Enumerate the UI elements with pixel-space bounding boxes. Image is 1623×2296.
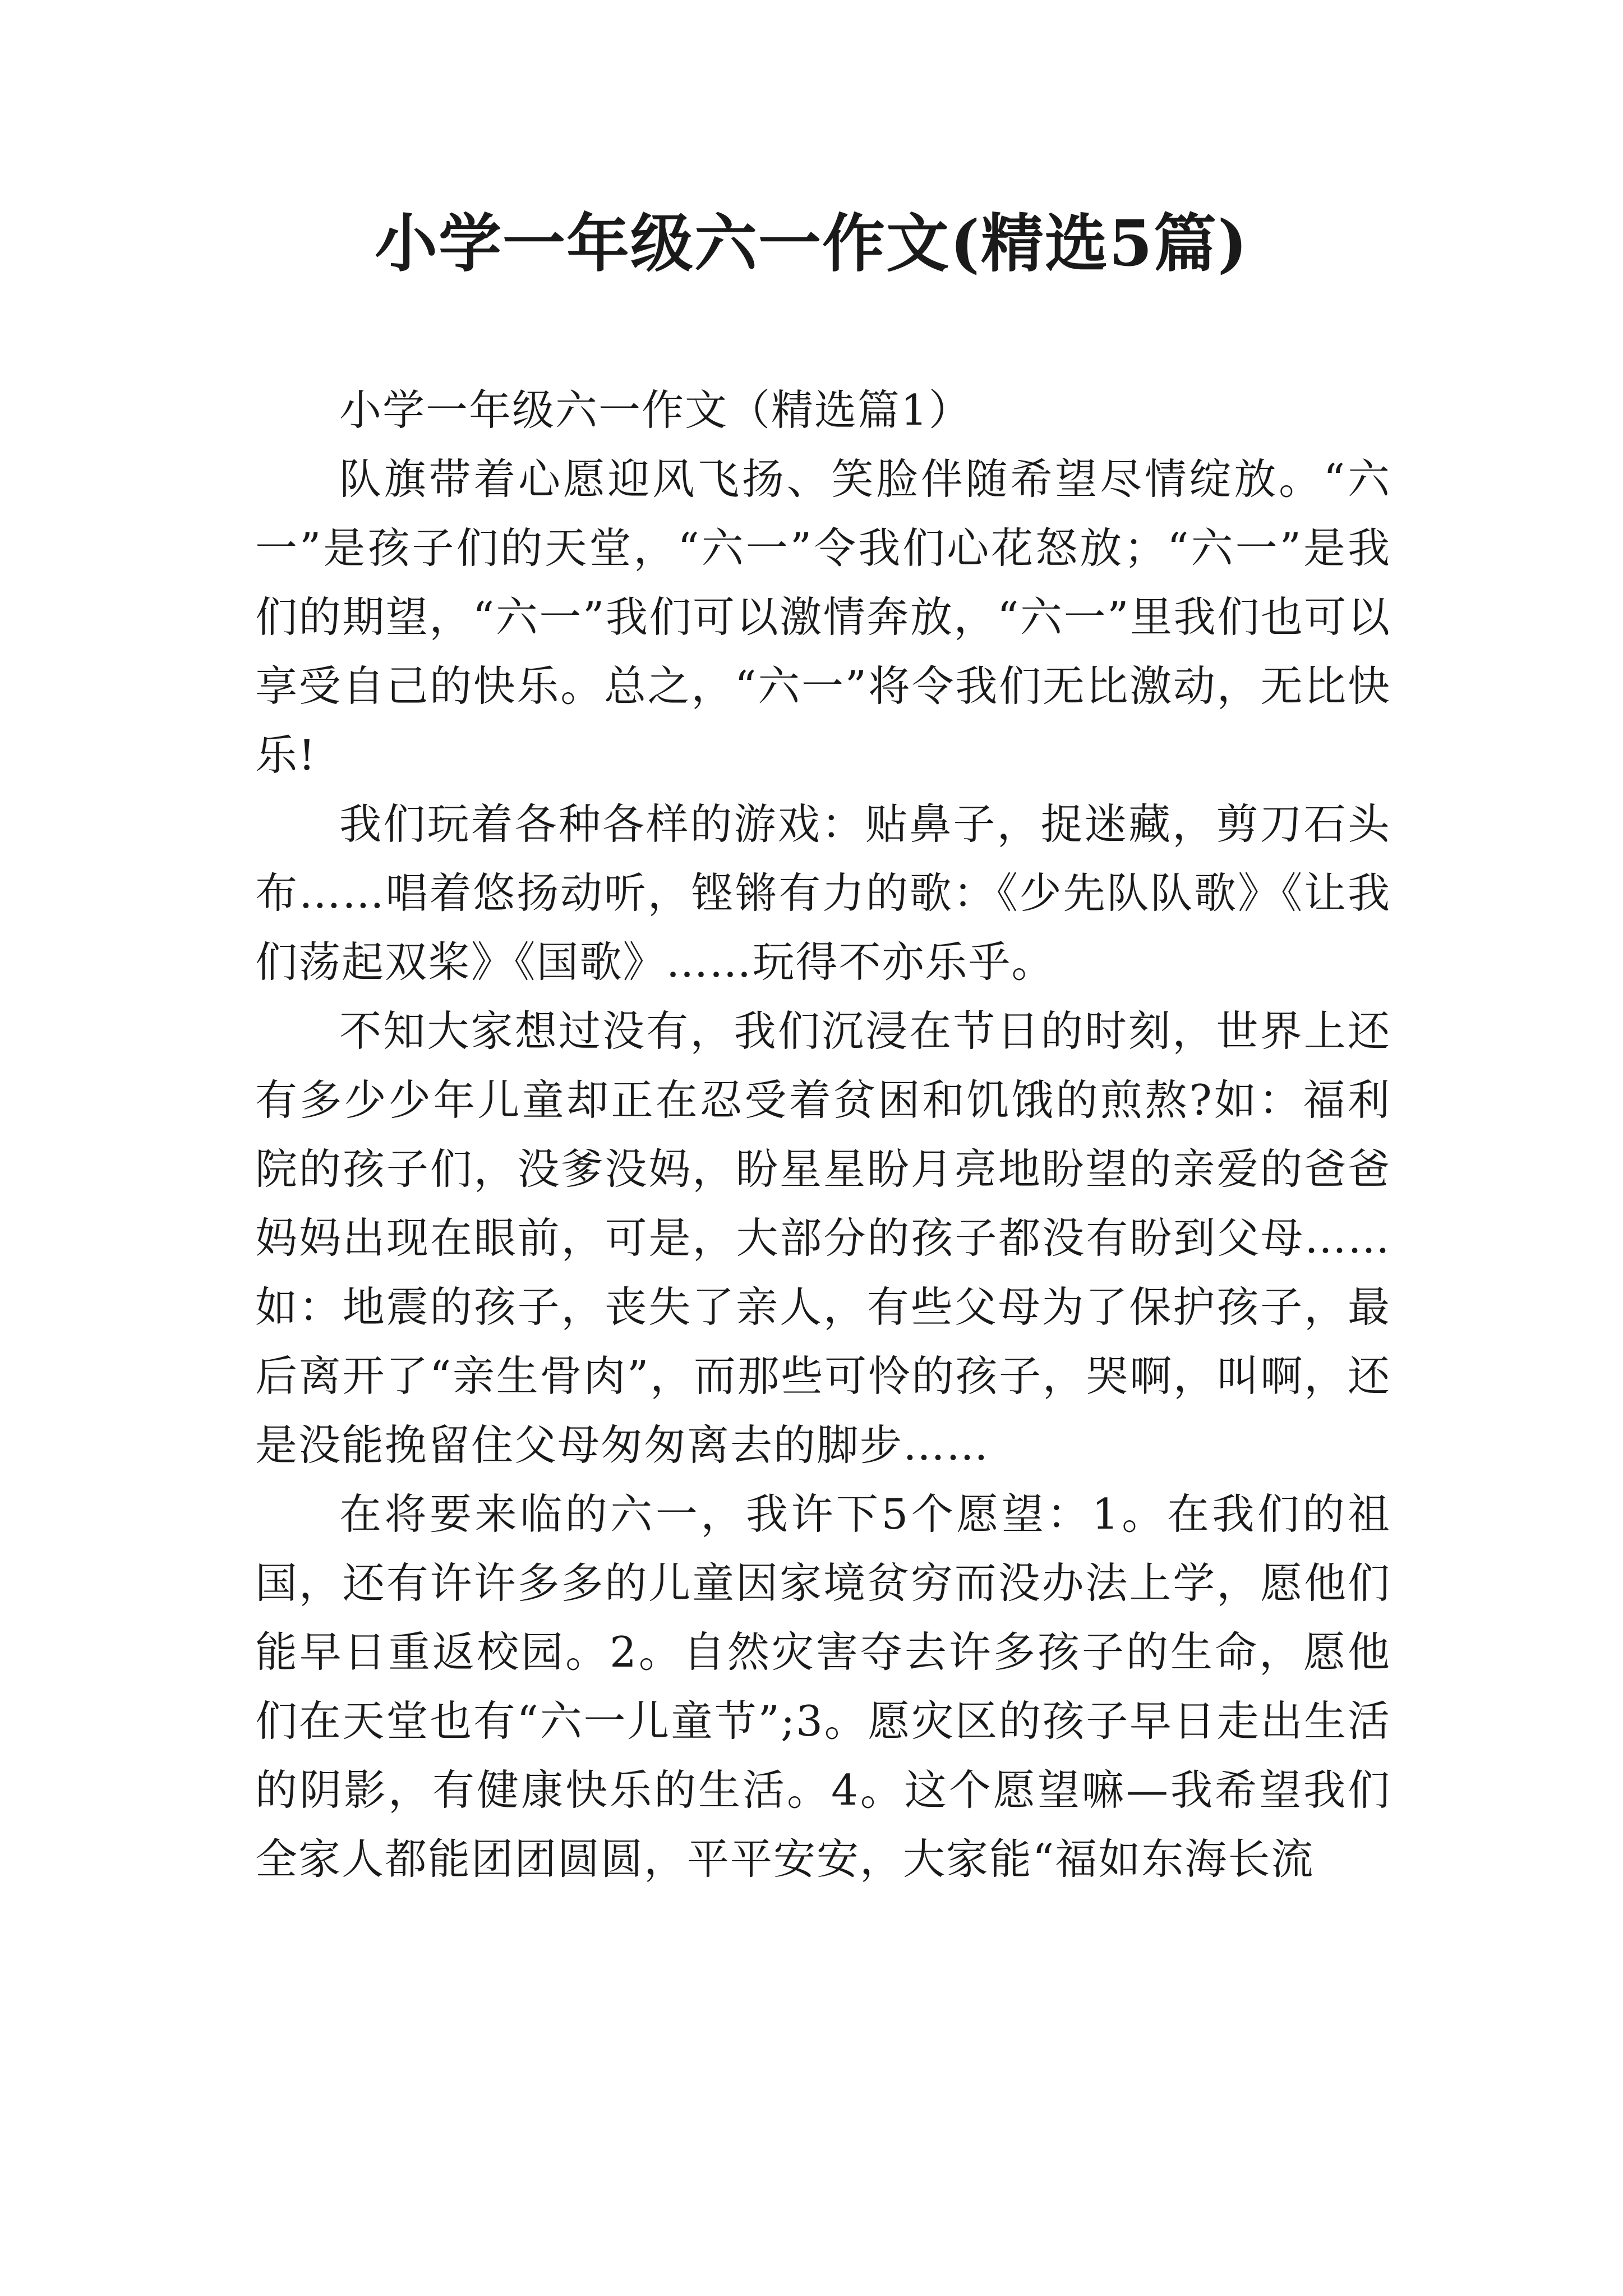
paragraph: 队旗带着心愿迎风飞扬、笑脸伴随希望尽情绽放。“六一”是孩子们的天堂，“六一”令我们心花怒放；“六一”是我们的期望，“六一”我们可以激情奔放，“六一”里我们也可以享受自己的快乐。总之，“六一”将令我们无比激动，无比快乐! xyxy=(255,454,1391,780)
paragraph: 在将要来临的六一，我许下5个愿望：1。在我们的祖国，还有许许多多的儿童因家境贫穷而没办法上学，愿他们能早日重返校园。2。自然灾害夺去许多孩子的生命，愿他们在天堂也有“六一儿童节”;3。愿灾区的孩子早日走出生活的阴影，有健康快乐的生活。4。这个愿望嘛—我希望我们全家人都能团团圆圆，平平安安，大家能“福如东海长流 xyxy=(255,1489,1391,1884)
document-body xyxy=(255,376,1391,1894)
section-heading: 小学一年级六一作文（精选篇1） xyxy=(339,385,972,435)
paragraph: 不知大家想过没有，我们沉浸在节日的时刻，世界上还有多少少年儿童却正在忍受着贫困和饥饿的煎熬?如：福利院的孩子们，没爹没妈，盼星星盼月亮地盼望的亲爱的爸爸妈妈出现在眼前，可是，大部分的孩子都没有盼到父母……如：地震的孩子，丧失了亲人，有些父母为了保护孩子，最后离开了“亲生骨肉”，而那些可怜的孩子，哭啊，叫啊，还是没能挽留住父母匆匆离去的脚步…… xyxy=(255,1006,1391,1470)
paragraph: 我们玩着各种各样的游戏：贴鼻子，捉迷藏，剪刀石头布……唱着悠扬动听，铿锵有力的歌：《少先队队歌》《让我们荡起双桨》《国歌》……玩得不亦乐乎。 xyxy=(255,799,1391,987)
document-title: 小学一年级六一作文(精选5篇) xyxy=(375,207,1248,280)
